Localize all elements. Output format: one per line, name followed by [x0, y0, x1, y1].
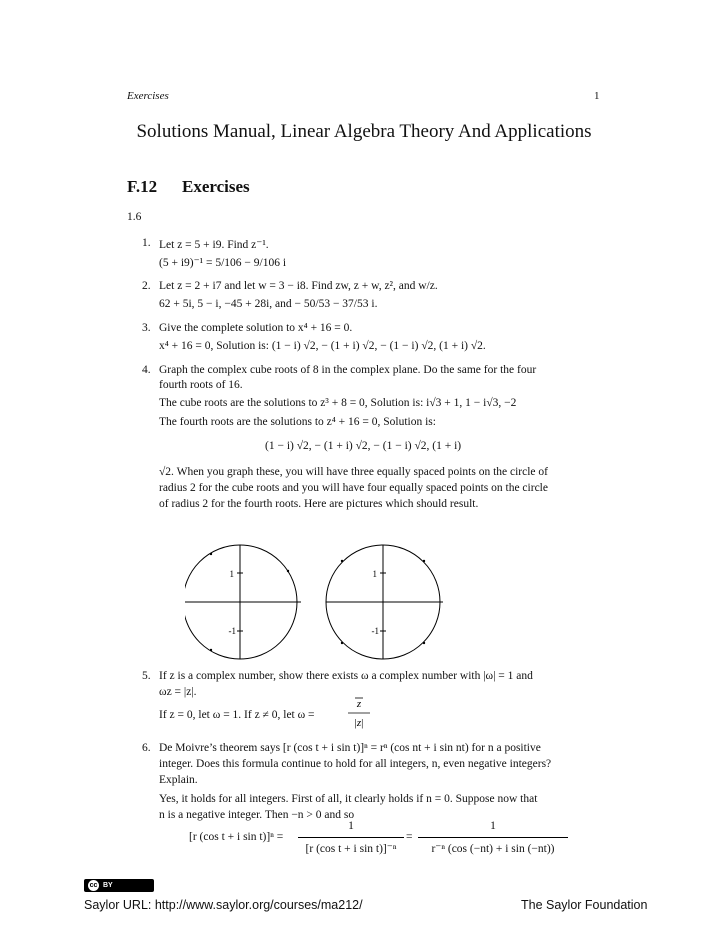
svg-text:|z|: |z| [354, 717, 364, 729]
subsection-number: 1.6 [127, 211, 142, 223]
item-number: 4. [142, 364, 151, 376]
item-question: Give the complete solution to x⁴ + 16 = 0. [159, 322, 353, 334]
tick-label-bottom: -1 [228, 626, 236, 636]
item-answer: The cube roots are the solutions to z³ + 8 = 0, Solution is: i√3 + 1, 1 − i√3, −2 [159, 397, 517, 409]
root-point [423, 642, 425, 644]
item-number: 3. [142, 322, 151, 334]
root-point [287, 570, 289, 572]
item-answer-display: (1 − i) √2, − (1 + i) √2, − (1 − i) √2, (1 + i) [265, 440, 462, 452]
footer-url[interactable]: Saylor URL: http://www.saylor.org/courses/ma212/ [84, 898, 363, 912]
document-title: Solutions Manual, Linear Algebra Theory And Applications [136, 121, 592, 142]
item-answer: Yes, it holds for all integers. First of all, it clearly holds if n = 0. Suppose now that [159, 793, 538, 805]
cc-icon: cc [89, 882, 98, 889]
item-question: Let z = 2 + i7 and let w = 3 − i8. Find zw, z + w, z², and w/z. [159, 280, 438, 292]
item-answer: of radius 2 for the fourth roots. Here are pictures which should result. [159, 498, 479, 510]
page-number: 1 [594, 90, 600, 102]
item-answer: x⁴ + 16 = 0, Solution is: (1 − i) √2, − (1 + i) √2, − (1 − i) √2, (1 + i) √2. [159, 340, 486, 352]
equation-denominator: [r (cos t + i sin t)]⁻ⁿ [305, 843, 397, 855]
fraction-bar [298, 837, 404, 838]
equation-lhs: [r (cos t + i sin t)]ⁿ = [189, 831, 284, 843]
item-question: fourth roots of 16. [159, 379, 243, 391]
item-question: Explain. [159, 774, 198, 786]
equation-denominator: r⁻ⁿ (cos (−nt) + i sin (−nt)) [431, 843, 555, 855]
item-question: Graph the complex cube roots of 8 in the complex plane. Do the same for the four [159, 364, 537, 376]
item-number: 5. [142, 670, 151, 682]
item-number: 6. [142, 742, 151, 754]
item-answer: If z = 0, let ω = 1. If z ≠ 0, let ω = [159, 709, 315, 721]
fraction-zbar-over-absz [346, 696, 372, 732]
item-answer: √2. When you graph these, you will have three equally spaced points on the circle of [159, 466, 548, 478]
item-question: If z is a complex number, show there exists ω a complex number with |ω| = 1 and [159, 670, 533, 682]
section-title: Exercises [182, 177, 250, 196]
equation-numerator: 1 [348, 820, 354, 832]
item-answer: n is a negative integer. Then −n > 0 and so [159, 809, 355, 821]
equals-sign: = [406, 831, 413, 843]
footer-organization: The Saylor Foundation [521, 898, 648, 912]
cube-roots-plot [185, 545, 301, 659]
item-number: 1. [142, 237, 151, 249]
tick-label-bottom: -1 [371, 626, 379, 636]
fraction-bar [418, 837, 568, 838]
tick-label-top: 1 [229, 569, 234, 579]
roots-figure [185, 540, 485, 660]
item-question: De Moivre’s theorem says [r (cos t + i sin t)]ⁿ = rⁿ (cos nt + i sin nt) for n a positive [159, 742, 541, 754]
item-answer: The fourth roots are the solutions to z⁴ + 16 = 0, Solution is: [159, 416, 436, 428]
root-point [210, 649, 212, 651]
item-question: integer. Does this formula continue to hold for all integers, n, even negative integers? [159, 758, 552, 770]
item-question: Let z = 5 + i9. Find z⁻¹. [159, 239, 269, 251]
svg-text:z: z [356, 698, 362, 710]
root-point [341, 560, 343, 562]
section-number: F.12 [127, 177, 158, 196]
tick-label-top: 1 [372, 569, 377, 579]
root-point [341, 642, 343, 644]
running-header: Exercises [127, 90, 169, 102]
equation-numerator: 1 [490, 820, 496, 832]
item-answer: (5 + i9)⁻¹ = 5/106 − 9/106 i [159, 257, 287, 269]
item-answer: radius 2 for the cube roots and you will have four equally spaced points on the circle [159, 482, 548, 494]
by-label: BY [103, 882, 113, 889]
root-point [423, 560, 425, 562]
item-question: ωz = |z|. [159, 686, 197, 698]
creative-commons-badge [84, 879, 154, 892]
item-answer: 62 + 5i, 5 − i, −45 + 28i, and − 50/53 − 37/53 i. [159, 298, 378, 310]
root-point [210, 553, 212, 555]
item-number: 2. [142, 280, 151, 292]
fourth-roots-plot [326, 545, 443, 659]
